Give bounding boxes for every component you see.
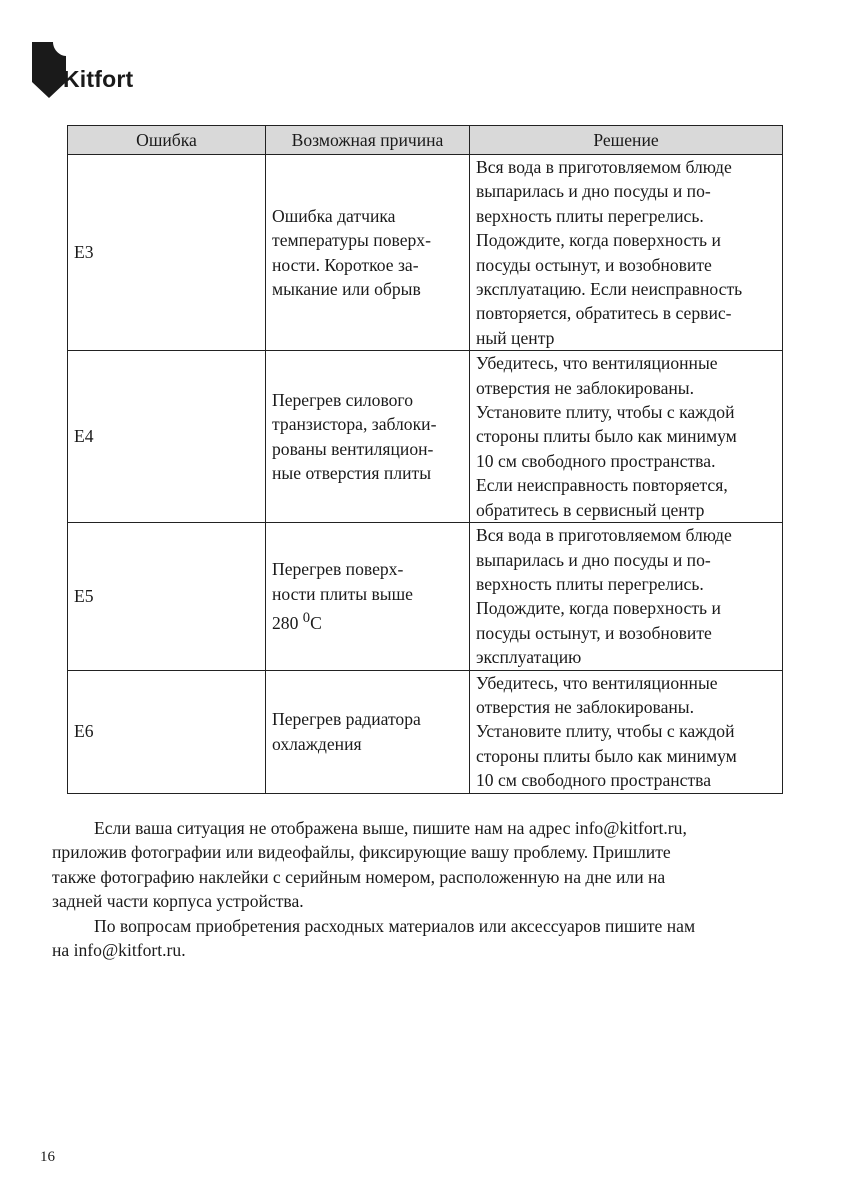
error-code: E6 [68, 670, 266, 793]
support-notes [52, 816, 782, 962]
kitfort-logo-mark-icon [32, 42, 66, 98]
error-code: E5 [68, 523, 266, 670]
table-row [68, 523, 783, 670]
header-error: Ошибка [68, 126, 266, 155]
error-cause: Ошибка датчика температуры поверх- ности. Короткое за- мыкание или обрыв [266, 155, 470, 351]
table-row [68, 670, 783, 793]
table-row [68, 155, 783, 351]
support-note-paragraph: По вопросам приобретения расходных материалов или аксессуаров пишите нам на info@kitfort.ru. [52, 915, 696, 961]
kitfort-logo [32, 42, 192, 98]
error-cause: Перегрев радиатора охлаждения [266, 670, 470, 793]
header-cause: Возможная причина [266, 126, 470, 155]
error-cause-text: Перегрев поверх- ности плиты выше 280 [272, 559, 413, 633]
error-cause: Перегрев силового транзистора, заблоки- рованы вентиляцион- ные отверстия плиты [266, 351, 470, 523]
page-number: 16 [40, 1149, 55, 1165]
temperature-unit: C [310, 612, 322, 633]
error-solution: Вся вода в приготовляемом блюде выпарилась и дно посуды и по- верхность плиты перегрелись. Подождите, когда поверхность и посуды остынут, и возобновите эксплуатацию [470, 523, 783, 670]
error-code: E4 [68, 351, 266, 523]
brand-name: Kitfort [63, 66, 134, 92]
error-solution: Убедитесь, что вентиляционные отверстия не заблокированы. Установите плиту, чтобы с каждой стороны плиты было как минимум 10 см свободного пространства [470, 670, 783, 793]
header-solution: Решение [470, 126, 783, 155]
table-header-row [68, 126, 783, 155]
error-cause [266, 523, 470, 670]
error-solution: Вся вода в приготовляемом блюде выпарилась и дно посуды и по- верхность плиты перегрелись. Подождите, когда поверхность и посуды остынут, и возобновите эксплуатацию. Если неисправность повторяется, обратитесь в сервис- ный центр [470, 155, 783, 351]
error-codes-table [67, 125, 783, 794]
error-code: E3 [68, 155, 266, 351]
error-solution: Убедитесь, что вентиляционные отверстия не заблокированы. Установите плиту, чтобы с каждой стороны плиты было как минимум 10 см свободного пространства. Если неисправность повторяется, обратитесь в сервисный центр [470, 351, 783, 523]
table-row [68, 351, 783, 523]
degree-superscript: 0 [302, 610, 311, 627]
support-note-paragraph: Если ваша ситуация не отображена выше, пишите нам на адрес info@kitfort.ru, приложив фотографии или видеофайлы, фиксирующие вашу проблему. Пришлите также фотографию наклейки с серийным номером, расположенную на дне или на задней части корпуса устройства. [52, 818, 687, 912]
